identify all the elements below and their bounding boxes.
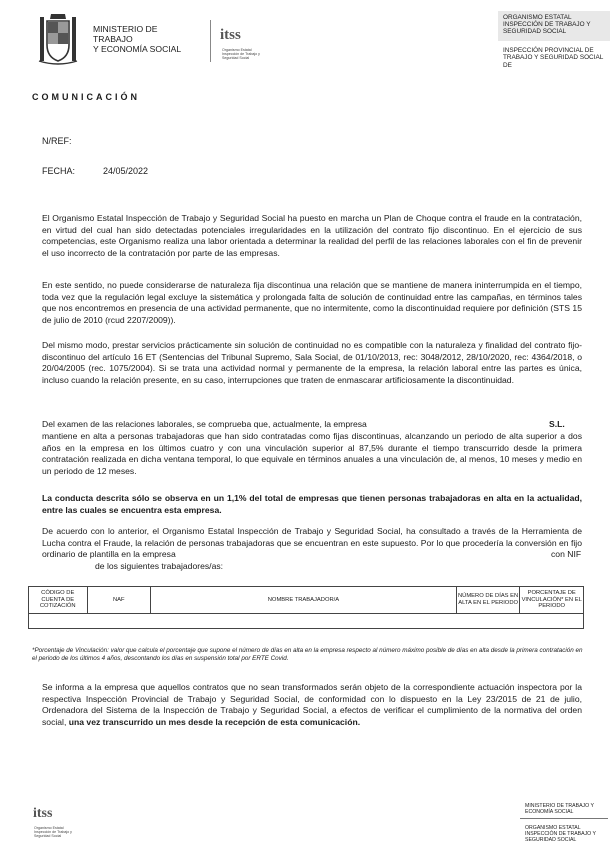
paragraph-4-intro: Del examen de las relaciones laborales, se comprueba que, actualmente, la empresa [42,419,367,429]
col-header-porcentaje: PORCENTAJE DE VINCULACIÓN* EN EL PERIODO [520,587,584,614]
footnote: *Porcentaje de Vinculación: valor que calcula el porcentaje que supone el número de días en alta en la empresa respecto al número máximo posible de días en alta desde la primera contratación en el periodo de los últimos 4 años, descontando los días en suspensión total por ERTE Covid. [32,647,583,663]
nif-label: con NIF [551,549,582,559]
table-header-row [29,587,584,614]
itss-logo-icon: itss [220,27,241,43]
col-header-dias: NÚMERO DE DÍAS EN ALTA EN EL PERIODO [456,587,520,614]
header-organism: ORGANISMO ESTATAL INSPECCIÓN DE TRABAJO Y SEGURIDAD SOCIAL [503,14,591,35]
itss-logo-subtitle: Organismo Estatal Inspección de Trabajo y Seguridad Social [222,48,260,60]
footer-organism: ORGANISMO ESTATAL INSPECCIÓN DE TRABAJO Y SEGURIDAD SOCIAL [525,825,596,843]
workers-table [28,586,584,629]
header-provincial: INSPECCIÓN PROVINCIAL DE TRABAJO Y SEGURIDAD SOCIAL DE [503,47,604,69]
col-header-nombre: NOMBRE TRABAJADOR/A [151,587,457,614]
paragraph-3: Del mismo modo, prestar servicios prácticamente sin solución de continuidad no es compatible con la naturaleza y finalidad del contrato fijo-discontinuo del artículo 16 ET (Sentencias del Tribunal Supremo, Sala Social, de 01/10/2013, rec: 3048/2012, 28/10/2020, rec: 4364/2018, o 20/04/2005 (rec. 1075/2004). Si se trata una actividad normal y permanente de la empresa, la relación laboral entre las partes es única, incluso cuando la relación presente, en su caso, interrupciones que traten de enmascarar artificiosamente la discontinuidad. [42,340,582,385]
company-suffix: S.L. [549,419,565,429]
fecha-label: FECHA: [42,166,76,176]
header-divider [210,20,211,62]
fecha-value: 24/05/2022 [103,166,149,176]
ministry-line: TRABAJO [93,34,133,44]
paragraph-1: El Organismo Estatal Inspección de Trabajo y Seguridad Social ha puesto en marcha un Plan de Choque contra el fraude en la contratación, en virtud del cual han sido detectadas potenciales irregularidades en la utilización del contrato fijo discontinuo. En el ejercicio de sus competencias, este Organismo realiza una labor orientada a determinar la realidad del perfil de las relaciones laborales con el fin de prevenir el uso incorrecto de la contratación por parte de las empresas. [42,213,582,258]
paragraph-7 [42,682,582,728]
footer-ministry: MINISTERIO DE TRABAJO Y ECONOMÍA SOCIAL [525,803,594,815]
col-header-naf: NAF [87,587,151,614]
paragraph-4-body: mantiene en alta a personas trabajadoras que han sido contratadas como fijas discontinuas, alcanzando un periodo de alta superior a dos años en la empresa en los últimos cuatro y con una vinculación superior al 87,5% durante el tiempo transcurrido desde la primera contratación realizada en dicha ventana temporal, lo que equivale en términos anuales a una vinculación de, al menos, 10 meses y medio en un periodo de 12 meses. [42,431,582,476]
footer-divider [520,818,608,819]
itss-logo-icon: itss [33,806,53,821]
document-title: COMUNICACIÓN [32,92,140,102]
paragraph-2: En este sentido, no puede considerarse de naturaleza fija discontinua una relación que se mantiene de manera ininterrumpida en el tiempo, toda vez que la regulación legal excluye la sistemática y prolongada falta de solución de continuidad entre las campañas, en términos tales que nos encontremos en presencia de una actividad permanente, que no intermitente, como la discontinuidad requiere por definición (STS 15 de julio de 2010 (rcud 2207/2009)). [42,280,582,325]
nref-label: N/REF: [42,136,72,146]
ministry-line: MINISTERIO DE [93,24,158,34]
paragraph-7-text: Se informa a la empresa que aquellos contratos que no sean transformados serán objeto de la correspondiente actuación inspectora por la respectiva Inspección Provincial de Trabajo y Seguridad Social, de conformidad con lo dispuesto en la Ley 23/2015 de 21 de julio, Ordenadora del Sistema de la Inspección de Trabajo y Seguridad Social, a efectos de verificar el cumplimiento de la normativa del orden social, [42,682,582,727]
coat-of-arms-icon [38,11,78,69]
paragraph-5: La conducta descrita sólo se observa en un 1,1% del total de empresas que tienen personas trabajadoras en alta en la actualidad, entre las cuales se encuentra esta empresa. [42,493,582,515]
paragraph-7-bold: una vez transcurrido un mes desde la recepción de esta comunicación. [68,716,361,727]
col-header-ccc: CÓDIGO DE CUENTA DE COTIZACIÓN [29,587,88,614]
ministry-line: Y ECONOMÍA SOCIAL [93,44,182,54]
footer-itss-subtitle: Organismo Estatal Inspección de Trabajo y Seguridad Social [34,826,72,838]
paragraph-6-intro: De acuerdo con lo anterior, el Organismo Estatal Inspección de Trabajo y Seguridad Social, ha consultado a través de la Herramienta de Lucha contra el Fraude, la relación de personas trabajadoras que se encuentran en este supuesto. Por lo que procedería la conversión en fijo ordinario de plantilla en la empresa [42,526,582,560]
table-row [29,614,584,629]
ministry-name [93,24,181,54]
paragraph-6-end: de los siguientes trabajadores/as: [95,561,224,571]
table-empty-row [29,614,584,629]
